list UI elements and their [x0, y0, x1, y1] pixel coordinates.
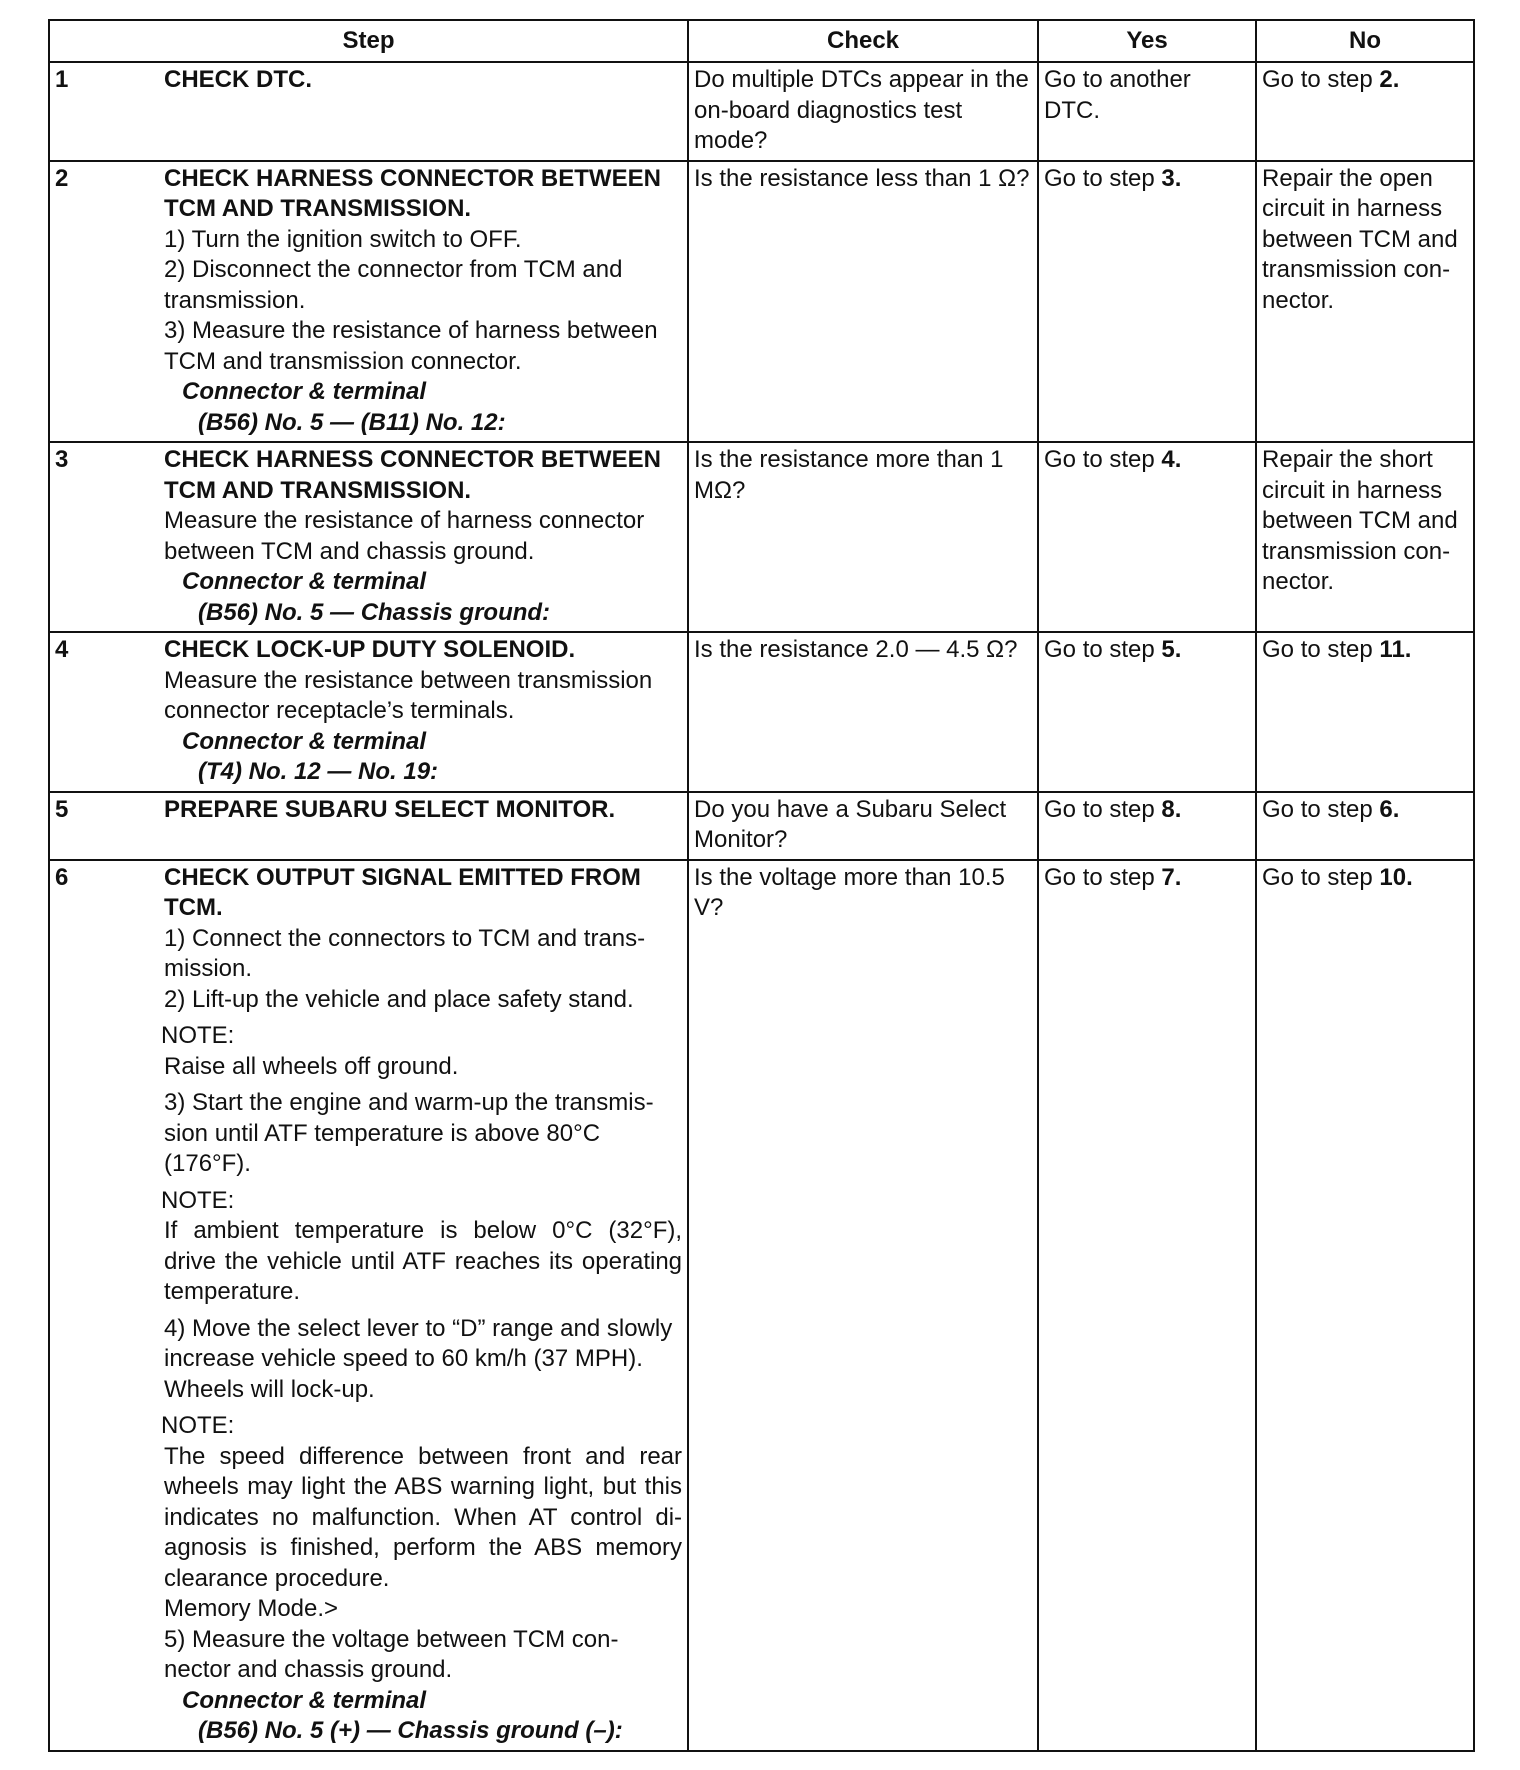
terminal-spec: (B56) No. 5 — (B11) No. 12: [198, 408, 506, 436]
check-cell: Is the resistance 2.0 — 4.5 Ω? [688, 632, 1038, 792]
step-title: CHECK HARNESS CONNECTOR BETWEEN TCM AND TRANSMISSION. [164, 446, 661, 504]
procedure-line: Measure the resistance between transmission connector receptacle’s terminals. [164, 666, 653, 724]
no-step-ref: 10. [1379, 863, 1413, 891]
yes-step-ref: 3. [1161, 164, 1182, 192]
step-number: 3 [49, 442, 159, 632]
step-title: CHECK DTC. [164, 66, 312, 93]
check-cell: Is the resistance less than 1 Ω? [688, 161, 1038, 443]
note-label: NOTE: [161, 1412, 235, 1439]
procedure-line: 3) Measure the resistance of harness between TCM and transmission connector. [164, 317, 658, 375]
procedure-line: 5) Measure the voltage between TCM con-nector and chassis ground. [164, 1625, 619, 1683]
connector-label: Connector & terminal [182, 378, 427, 405]
yes-step-ref: 7. [1161, 863, 1182, 891]
step-cell [159, 62, 688, 161]
check-cell: Is the resistance more than 1 MΩ? [688, 442, 1038, 632]
table-row [49, 632, 1474, 792]
yes-step-ref: 8. [1161, 795, 1182, 823]
step-title: PREPARE SUBARU SELECT MONITOR. [164, 795, 616, 823]
note-text: The speed difference between front and rear wheels may light the ABS warning light, but this indicates no malfunction. When AT control di-agnosis is finished, perform the ABS memory clearance procedure. [164, 1442, 683, 1592]
yes-cell [1038, 632, 1256, 792]
note-text: Raise all wheels off ground. [164, 1052, 459, 1080]
table-row [49, 792, 1474, 860]
header-step: Step [49, 20, 688, 62]
procedure-line: 1) Connect the connectors to TCM and trans-mission. [164, 924, 646, 982]
yes-text: Go to step [1044, 863, 1162, 891]
procedure-line: 2) Disconnect the connector from TCM and transmission. [164, 256, 623, 314]
memory-mode-text: Memory Mode.> [164, 1595, 339, 1622]
connector-label: Connector & terminal [182, 1686, 427, 1714]
step-cell [159, 792, 688, 860]
step-number: 6 [49, 860, 159, 1751]
yes-text: Go to step [1044, 636, 1162, 663]
procedure-line: 3) Start the engine and warm-up the transmis-sion until ATF temperature is above 80°C (176°F). [164, 1089, 654, 1177]
step-title: CHECK LOCK-UP DUTY SOLENOID. [164, 636, 576, 663]
table-row [49, 442, 1474, 632]
header-check: Check [688, 20, 1038, 62]
terminal-spec: (T4) No. 12 — No. 19: [198, 758, 439, 785]
yes-cell [1038, 161, 1256, 443]
note-label: NOTE: [161, 1186, 235, 1214]
no-cell [1256, 62, 1474, 161]
step-title: CHECK OUTPUT SIGNAL EMITTED FROM TCM. [164, 863, 641, 921]
no-cell [1256, 860, 1474, 1751]
step-number: 5 [49, 792, 159, 860]
procedure-line: 2) Lift-up the vehicle and place safety stand. [164, 985, 634, 1013]
header-no: No [1256, 20, 1474, 62]
header-yes: Yes [1038, 20, 1256, 62]
yes-cell [1038, 62, 1256, 161]
yes-step-ref: 4. [1161, 446, 1182, 473]
no-text: Go to step [1262, 795, 1380, 823]
yes-step-ref: 5. [1161, 636, 1182, 663]
note-text: If ambient temperature is below 0°C (32°F), drive the vehicle until ATF reaches its operating temperature. [164, 1217, 683, 1305]
yes-text: Go to step [1044, 164, 1162, 192]
procedure-line: Measure the resistance of harness connector between TCM and chassis ground. [164, 507, 645, 565]
terminal-spec: (B56) No. 5 — Chassis ground: [198, 598, 551, 626]
check-cell: Do multiple DTCs appear in the on-board diagnostics test mode? [688, 62, 1038, 161]
yes-cell [1038, 442, 1256, 632]
procedure-line: 1) Turn the ignition switch to OFF. [164, 225, 522, 253]
yes-cell [1038, 792, 1256, 860]
no-cell [1256, 632, 1474, 792]
procedure-line: 4) Move the select lever to “D” range and slowly increase vehicle speed to 60 km/h (37 MPH). Wheels will lock-up. [164, 1314, 673, 1403]
yes-cell [1038, 860, 1256, 1751]
yes-text: Go to another DTC. [1044, 66, 1191, 124]
step-number: 2 [49, 161, 159, 443]
table-header-row [49, 20, 1474, 62]
step-number: 1 [49, 62, 159, 161]
table-row [49, 161, 1474, 443]
step-title: CHECK HARNESS CONNECTOR BETWEEN TCM AND TRANSMISSION. [164, 164, 661, 222]
step-number: 4 [49, 632, 159, 792]
no-text: Go to step [1262, 66, 1380, 93]
no-cell: Repair the short circuit in harness between TCM and transmission con-nector. [1256, 442, 1474, 632]
table-row [49, 860, 1474, 1751]
step-cell [159, 161, 688, 443]
connector-label: Connector & terminal [182, 727, 427, 755]
terminal-spec: (B56) No. 5 (+) — Chassis ground (–): [198, 1717, 623, 1744]
no-step-ref: 11. [1379, 636, 1412, 663]
step-cell [159, 632, 688, 792]
no-step-ref: 2. [1379, 66, 1400, 93]
no-text: Go to step [1262, 863, 1380, 891]
no-text: Go to step [1262, 636, 1380, 663]
diagnostic-table [48, 19, 1475, 1752]
yes-text: Go to step [1044, 446, 1162, 473]
no-cell: Repair the open circuit in harness between TCM and transmission con-nector. [1256, 161, 1474, 443]
yes-text: Go to step [1044, 795, 1162, 823]
check-cell: Do you have a Subaru Select Monitor? [688, 792, 1038, 860]
check-cell: Is the voltage more than 10.5 V? [688, 860, 1038, 1751]
step-cell [159, 860, 688, 1751]
no-step-ref: 6. [1379, 795, 1400, 823]
step-cell [159, 442, 688, 632]
table-row [49, 62, 1474, 161]
connector-label: Connector & terminal [182, 568, 427, 595]
no-cell [1256, 792, 1474, 860]
note-label: NOTE: [161, 1022, 235, 1049]
